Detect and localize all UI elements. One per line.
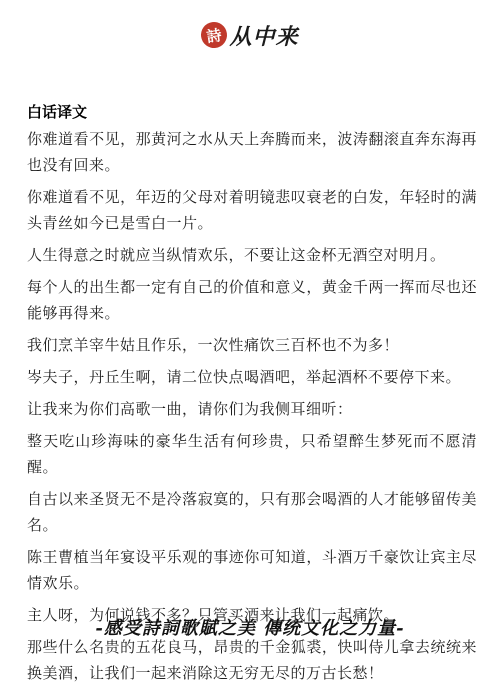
paragraph: 自古以来圣贤无不是冷落寂寞的，只有那会喝酒的人才能够留传美名。 bbox=[27, 490, 477, 534]
paragraph: 让我来为你们高歌一曲，请你们为我侧耳细听： bbox=[27, 400, 353, 418]
paragraph: 人生得意之时就应当纵情欢乐，不要让这金杯无酒空对明月。 bbox=[27, 246, 446, 264]
section-title: 白话译文 bbox=[27, 103, 88, 121]
paragraph: 岑夫子，丹丘生啊，请二位快点喝酒吧，举起酒杯不要停下来。 bbox=[27, 368, 462, 386]
paragraph: 陈王曹植当年宴设平乐观的事迹你可知道，斗酒万千豪饮让宾主尽情欢乐。 bbox=[27, 548, 477, 592]
paragraph: 你难道看不见，那黄河之水从天上奔腾而来，波涛翻滚直奔东海再也没有回来。 bbox=[27, 130, 477, 174]
paragraph: 整天吃山珍海味的豪华生活有何珍贵，只希望醉生梦死而不愿清醒。 bbox=[27, 432, 477, 476]
paragraph: 你难道看不见，年迈的父母对着明镜悲叹衰老的白发，年轻时的满头青丝如今已是雪白一片。 bbox=[27, 188, 477, 232]
paragraph: 那些什么名贵的五花良马，昂贵的千金狐裘，快叫侍儿拿去统统来换美酒，让我们一起来消除这无穷无尽的万古长愁！ bbox=[27, 638, 477, 682]
header bbox=[0, 10, 500, 60]
paragraph: 主人呀，为何说钱不多？只管买酒来让我们一起痛饮。 bbox=[27, 606, 400, 624]
footer bbox=[0, 612, 500, 642]
footer-slogan: -感受詩詞歌賦之美 傳统文化之力量- bbox=[95, 618, 405, 639]
paragraph: 每个人的出生都一定有自己的价值和意义，黄金千两一挥而尽也还能够再得来。 bbox=[27, 278, 477, 322]
logo bbox=[201, 20, 298, 51]
logo-text: 从中来 bbox=[229, 23, 299, 50]
paragraph: 我们烹羊宰牛姑且作乐，一次性痛饮三百杯也不为多！ bbox=[27, 336, 400, 354]
article-body bbox=[27, 98, 477, 692]
logo-seal-icon: 詩 bbox=[200, 20, 229, 49]
